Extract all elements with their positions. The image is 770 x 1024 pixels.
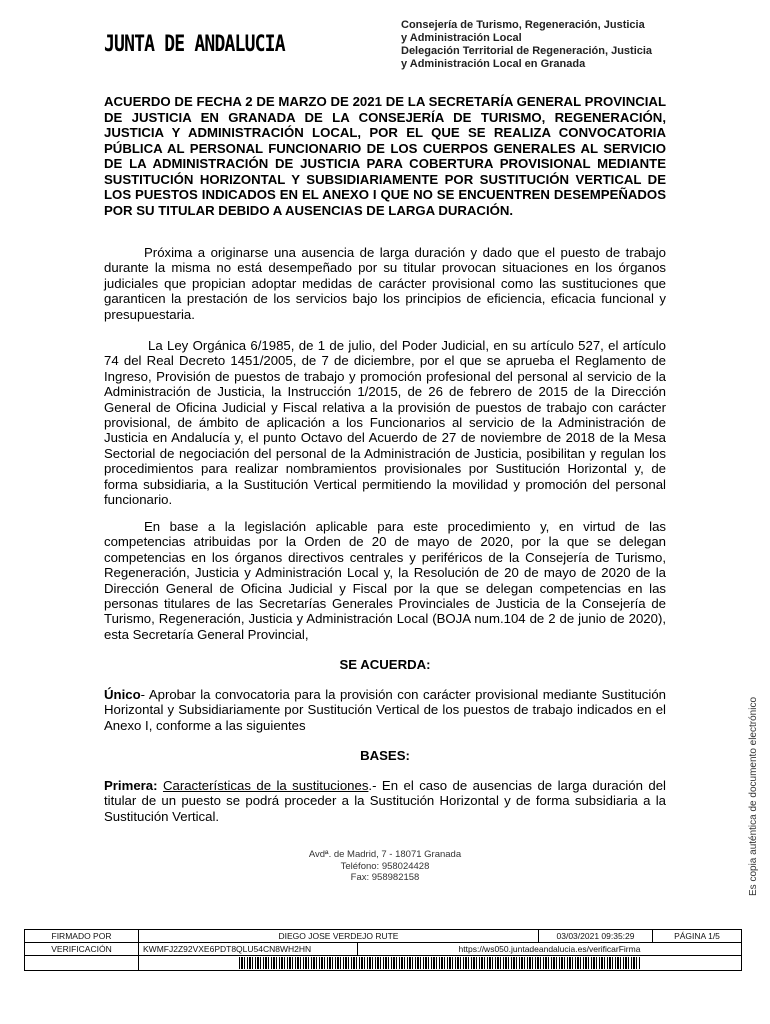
signature-table xyxy=(24,929,742,971)
phone-line: Teléfono: 958024428 xyxy=(340,860,430,872)
junta-logo: JUNTA DE ANDALUCIA xyxy=(104,32,285,57)
paragraph-text: Próxima a originarse una ausencia de larga duración y dado que el puesto de trabajo durante la misma no está desempeñado por su titular provocan situaciones en los órganos judiciales que propician adoptar medidas de carácter provisional como las sustituciones que garanticen la prestación de los servicios bajo los principios de eficiencia, eficacia funcional y presupuestaria. xyxy=(104,245,666,322)
barcode-icon xyxy=(239,957,641,969)
paragraph-text: La Ley Orgánica 6/1985, de 1 de julio, del Poder Judicial, en su artículo 527, el artículo 74 del Real Decreto 1451/2005, de 7 de diciembre, por el que se aprueba el Reglamento de Ingreso, Provisión de puestos de trabajo y promoción profesional del personal al servicio de la Administración de Justicia, la Instrucción 1/2015, de 26 de febrero de 2015 de la Dirección General de Oficina Judicial y Fiscal relativa a la provisión de puestos de trabajo con carácter provisional, de ámbito de aplicación a los Funcionarios al servicio de la Administración de Justicia en Andalucía y, el punto Octavo del Acuerdo de 27 de noviembre de 2018 de la Mesa Sectorial de negociación del personal de la Administración de Justicia, posibilitan y regulan los procedimientos para realizar nombramientos provisionales por Sustitución Horizontal y, de forma subsidiaria, a la Sustitución Vertical permitiendo la movilidad y promoción del personal funcionario. xyxy=(104,338,666,508)
primera-paragraph xyxy=(104,778,666,824)
org-line: y Administración Local en Granada xyxy=(401,58,586,70)
unico-label: Único xyxy=(104,687,141,702)
primera-subtitle: Características de la sustituciones xyxy=(162,778,369,793)
org-line: y Administración Local xyxy=(401,32,522,44)
verification-code: KWMFJ2Z92VXE6PDT8QLU54CN8WH2HN xyxy=(139,943,358,956)
se-acuerda-heading: SE ACUERDA: xyxy=(339,657,431,672)
document-title: ACUERDO DE FECHA 2 DE MARZO DE 2021 DE LA SECRETARÍA GENERAL PROVINCIAL DE JUSTICIA EN GRANADA DE LA CONSEJERÍA DE TURISMO, REGENERACIÓN, JUSTICIA Y ADMINISTRACIÓN LOCAL, POR EL QUE SE REALIZA CONVOCATORIA PÚBLICA AL PERSONAL FUNCIONARIO DE LOS CUERPOS GENERALES AL SERVICIO DE LA ADMINISTRACIÓN DE JUSTICIA PARA COBERTURA PROVISIONAL MEDIANTE SUSTITUCIÓN HORIZONTAL Y SUBSIDIARIAMENTE POR SUSTITUCIÓN VERTICAL DE LOS PUESTOS INDICADOS EN EL ANEXO I QUE NO SE ENCUENTREN DESEMPEÑADOS POR SU TITULAR DEBIDO A AUSENCIAS DE LARGA DURACIÓN. xyxy=(104,94,666,218)
organization-header xyxy=(401,19,701,71)
verificacion-label: VERIFICACIÓN xyxy=(25,943,139,956)
barcode-spacer xyxy=(25,956,139,971)
unico-text: - Aprobar la convocatoria para la provisión con carácter provisional mediante Sustitución Horizontal y Subsidiariamente por Sustitución Vertical de los puestos de trabajo indicados en el Anexo I, conforme a las siguientes xyxy=(104,687,666,733)
org-line: Delegación Territorial de Regeneración, Justicia xyxy=(401,45,653,57)
org-line: Consejería de Turismo, Regeneración, Justicia xyxy=(401,19,645,31)
paragraph-3 xyxy=(104,519,666,642)
barcode-cell xyxy=(139,956,742,971)
unico-paragraph xyxy=(104,687,666,733)
paragraph-text: En base a la legislación aplicable para este procedimiento y, en virtud de las competencias atribuidas por la Orden de 20 de mayo de 2020, por la que se delegan competencias en los órganos directivos centrales y periféricos de la Consejería de Turismo, Regeneración, Justicia y Administración Local y, la Resolución de 20 de mayo de 2020 de la Dirección General de Oficina Judicial y Fiscal por la que se delegan competencias en las personas titulares de las Secretarías Generales Provinciales de Justicia de la Consejería de Turismo, Regeneración, Justicia y Administración Local (BOJA num.104 de 2 de junio de 2020), esta Secretaría General Provincial, xyxy=(104,519,666,642)
verification-url[interactable]: https://ws050.juntadeandalucia.es/verificarFirma xyxy=(358,943,742,956)
signer-name: DIEGO JOSE VERDEJO RUTE xyxy=(139,930,539,943)
footer-address xyxy=(250,849,520,884)
fax-line: Fax: 958982158 xyxy=(350,872,420,883)
page-indicator: PÁGINA 1/5 xyxy=(653,930,742,943)
authentic-copy-note: Es copia auténtica de documento electrónico xyxy=(748,696,759,896)
signature-date: 03/03/2021 09:35:29 xyxy=(539,930,653,943)
firmado-label: FIRMADO POR xyxy=(25,930,139,943)
address-line: Avdª. de Madrid, 7 - 18071 Granada xyxy=(308,849,462,860)
primera-text: .- En el caso de ausencias de larga duración del titular de un puesto se podrá proceder a la Sustitución Horizontal y de forma subsidiaria a la Sustitución Vertical. xyxy=(104,778,666,824)
bases-heading: BASES: xyxy=(360,748,410,763)
paragraph-1 xyxy=(104,245,666,322)
paragraph-2 xyxy=(104,338,666,507)
primera-label: Primera: xyxy=(104,778,158,793)
